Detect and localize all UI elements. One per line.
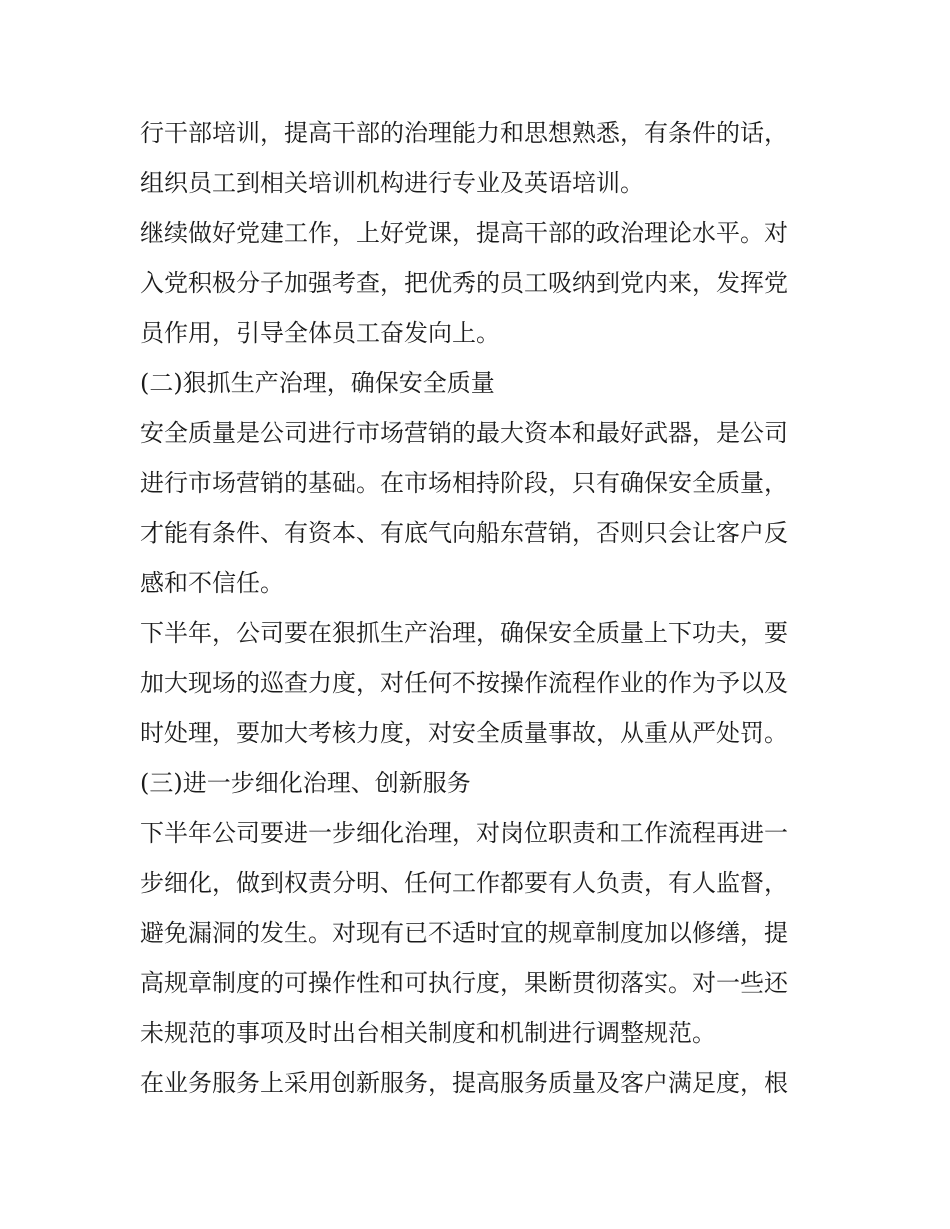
section-heading-3: (三)进一步细化治理、创新服务 xyxy=(140,769,471,797)
text-line-1: 行干部培训，提高干部的治理能力和思想熟悉，有条件的话， xyxy=(140,119,788,147)
text-line-9: 才能有条件、有资本、有底气向船东营销，否则只会让客户反 xyxy=(140,519,788,547)
section-heading-2: (二)狠抓生产治理，确保安全质量 xyxy=(140,369,495,397)
text-line-5: 员作用，引导全体员工奋发向上。 xyxy=(140,319,500,347)
document-body xyxy=(140,108,820,1108)
text-line-20: 在业务服务上采用创新服务，提高服务质量及客户满足度，根 xyxy=(140,1069,788,1097)
text-line-8: 进行市场营销的基础。在市场相持阶段，只有确保安全质量， xyxy=(140,469,788,497)
text-line-12: 加大现场的巡查力度，对任何不按操作流程作业的作为予以及 xyxy=(140,669,788,697)
text-line-18: 高规章制度的可操作性和可执行度，果断贯彻落实。对一些还 xyxy=(140,969,788,997)
text-line-4: 入党积极分子加强考查，把优秀的员工吸纳到党内来，发挥党 xyxy=(140,269,788,297)
text-line-19: 未规范的事项及时出台相关制度和机制进行调整规范。 xyxy=(140,1019,716,1047)
text-line-17: 避免漏洞的发生。对现有已不适时宜的规章制度加以修缮，提 xyxy=(140,919,788,947)
text-line-16: 步细化，做到权责分明、任何工作都要有人负责，有人监督， xyxy=(140,869,788,897)
text-line-2: 组织员工到相关培训机构进行专业及英语培训。 xyxy=(140,169,644,197)
text-line-15: 下半年公司要进一步细化治理，对岗位职责和工作流程再进一 xyxy=(140,819,788,847)
text-line-7: 安全质量是公司进行市场营销的最大资本和最好武器，是公司 xyxy=(140,419,788,447)
text-line-3: 继续做好党建工作，上好党课，提高干部的政治理论水平。对 xyxy=(140,219,788,247)
text-line-10: 感和不信任。 xyxy=(140,569,284,597)
text-line-13: 时处理，要加大考核力度，对安全质量事故，从重从严处罚。 xyxy=(140,719,788,747)
text-line-11: 下半年，公司要在狠抓生产治理，确保安全质量上下功夫，要 xyxy=(140,619,788,647)
